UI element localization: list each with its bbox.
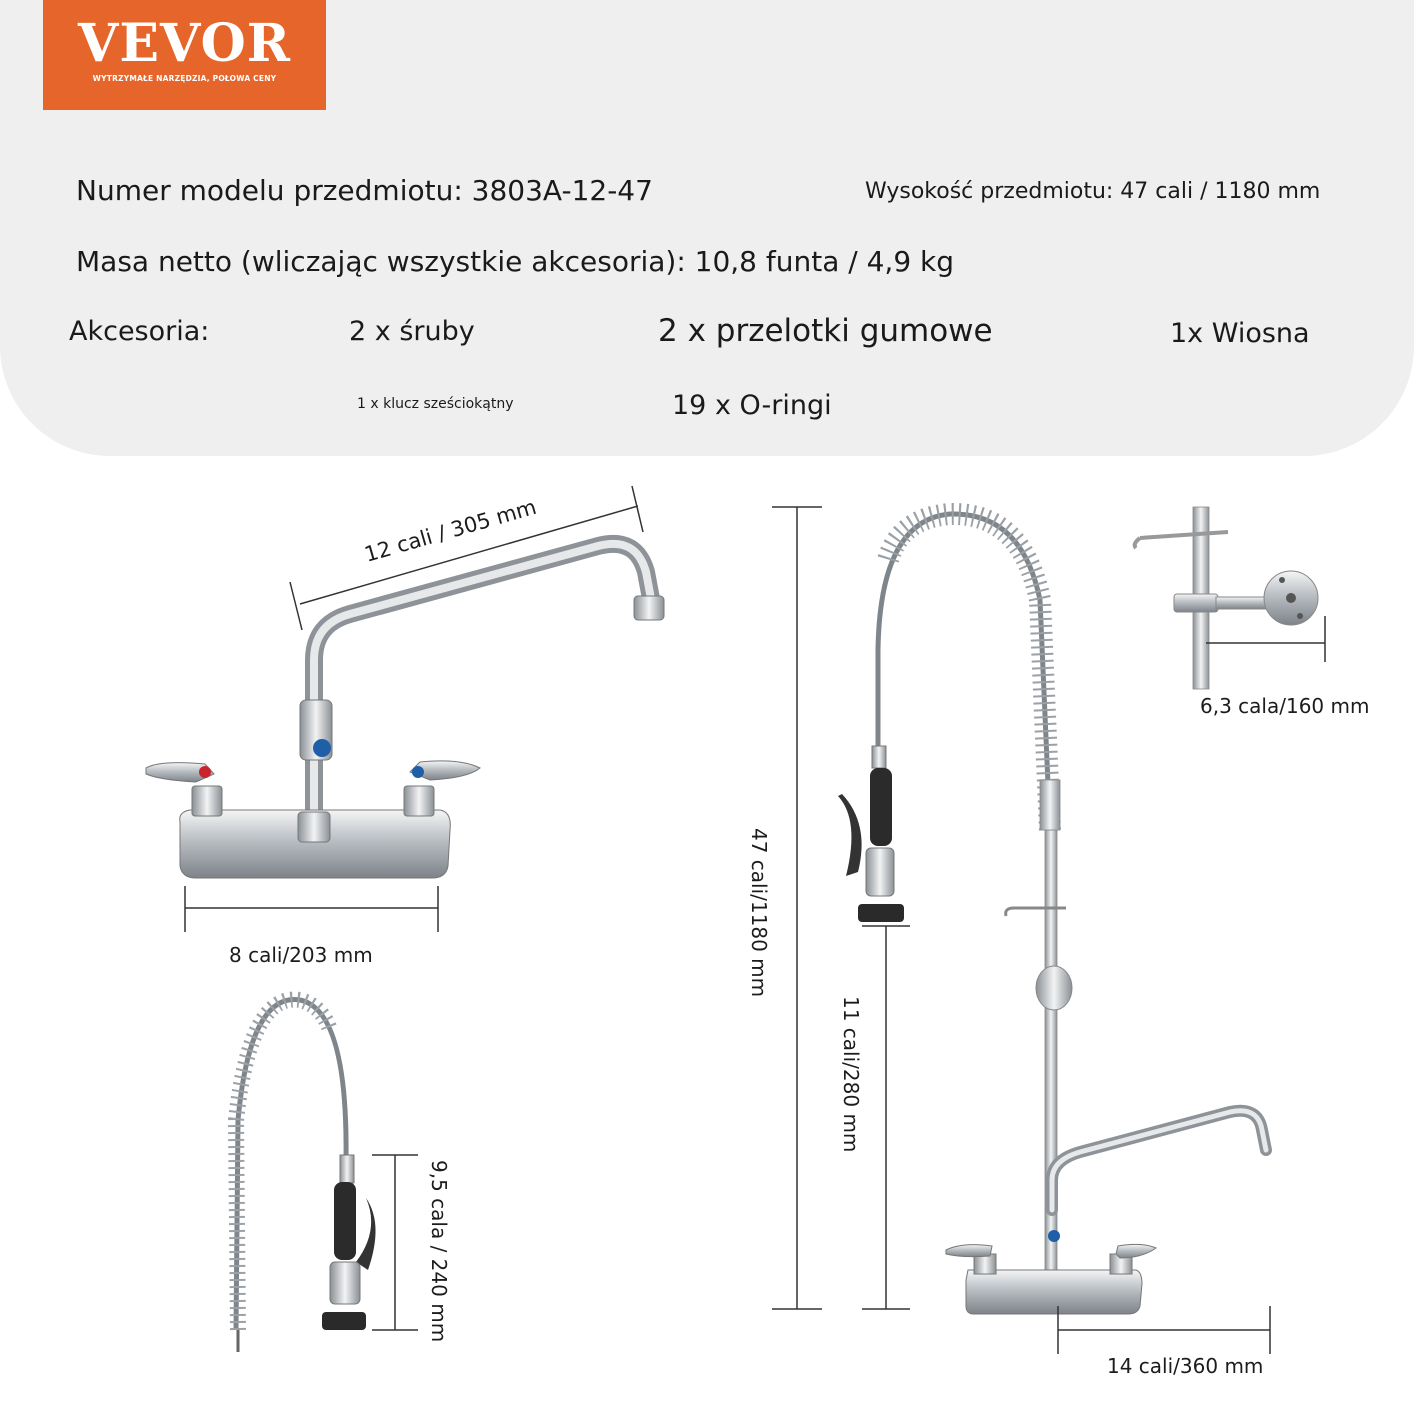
accessories-label: Akcesoria: bbox=[69, 316, 210, 347]
total-height-dimension bbox=[772, 507, 822, 1309]
accessory-screws: 2 x śruby bbox=[349, 316, 475, 347]
base-width-label: 14 cali/360 mm bbox=[1107, 1354, 1264, 1378]
accessory-grommets: 2 x przelotki gumowe bbox=[658, 313, 993, 349]
bracket-length-label: 6,3 cala/160 mm bbox=[1200, 694, 1370, 718]
faucet-center-dimension bbox=[185, 886, 438, 932]
model-number: Numer modelu przedmiotu: 3803A-12-47 bbox=[76, 174, 653, 207]
bracket-length-dimension bbox=[1206, 616, 1325, 662]
spray-height-label: 11 cali/280 mm bbox=[839, 996, 863, 1153]
brand-name: VEVOR bbox=[78, 13, 291, 74]
sprayer-hose-image bbox=[236, 1000, 376, 1352]
faucet-center-label: 8 cali/203 mm bbox=[229, 943, 373, 967]
spout-length-label: 12 cali / 305 mm bbox=[361, 494, 540, 567]
accessory-spring: 1x Wiosna bbox=[1170, 318, 1310, 349]
cold-indicator-icon bbox=[313, 739, 331, 757]
hot-indicator-icon bbox=[199, 766, 211, 778]
wall-bracket-image bbox=[1135, 507, 1318, 689]
wall-faucet-image bbox=[146, 544, 664, 878]
sprayer-length-label: 9,5 cala / 240 mm bbox=[427, 1160, 451, 1343]
total-height-label: 47 cali/1180 mm bbox=[747, 828, 771, 998]
sprayer-length-dimension bbox=[372, 1155, 418, 1330]
net-weight: Masa netto (wliczając wszystkie akcesoria): 10,8 funta / 4,9 kg bbox=[76, 245, 955, 278]
item-height: Wysokość przedmiotu: 47 cali / 1180 mm bbox=[865, 179, 1321, 204]
spray-height-dimension bbox=[862, 926, 910, 1309]
accessory-hex-key: 1 x klucz sześciokątny bbox=[357, 396, 514, 412]
brand-tagline: WYTRZYMAŁE NARZĘDZIA, POŁOWA CENY bbox=[92, 74, 277, 83]
accessory-o-rings: 19 x O-ringi bbox=[672, 390, 832, 421]
